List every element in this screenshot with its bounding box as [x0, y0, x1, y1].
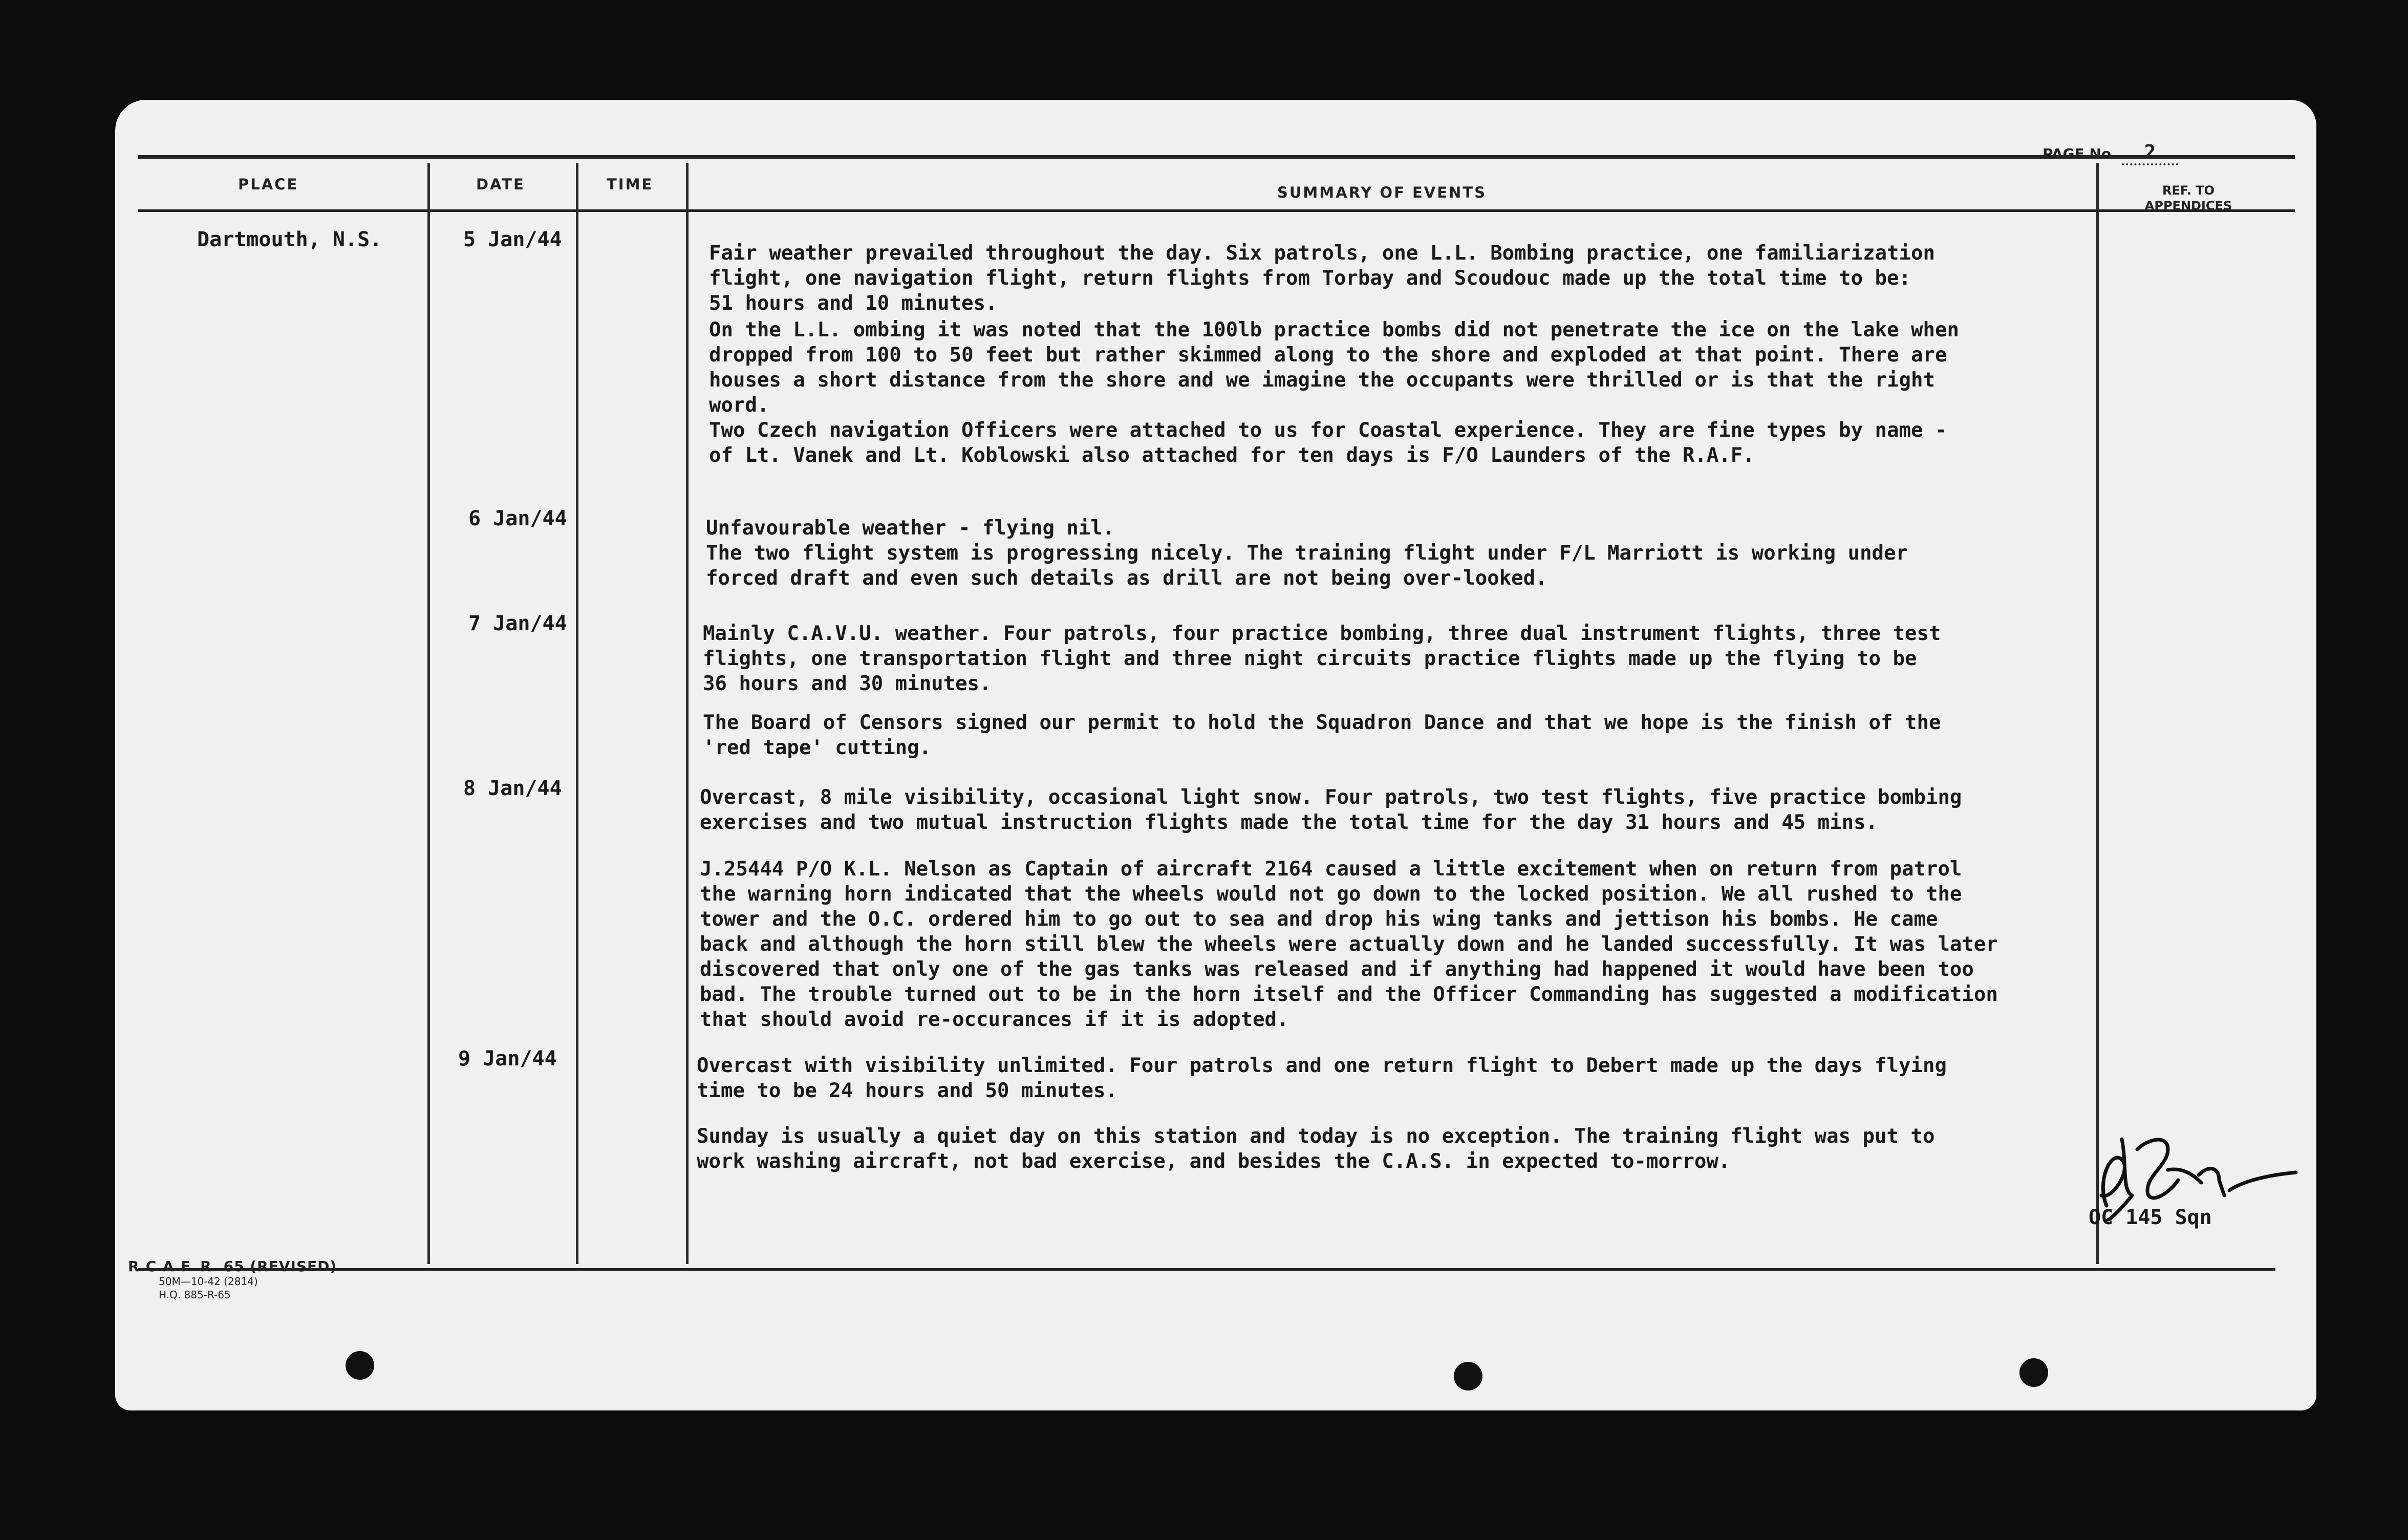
column-header-summary: SUMMARY OF EVENTS: [1277, 184, 1487, 201]
entry-paragraph: [703, 621, 2157, 696]
text-line: Sunday is usually a quiet day on this station and today is no exception. The training flight was put to: [697, 1125, 1935, 1148]
entry-date: 5 Jan/44: [463, 228, 562, 251]
header-rule-top: [138, 155, 2295, 159]
text-line: the warning horn indicated that the wheels would not go down to the locked position. We all rushed to the: [700, 883, 1962, 906]
text-line: Mainly C.A.V.U. weather. Four patrols, four practice bombing, three dual instrument flights, three test: [703, 622, 1941, 645]
text-line: tower and the O.C. ordered him to go out to sea and drop his wing tanks and jettison his bombs. He came: [700, 908, 1938, 931]
entry-date: 8 Jan/44: [463, 777, 562, 800]
entry-paragraph: [706, 516, 2160, 591]
column-divider-place: [427, 163, 430, 1264]
place-entry: Dartmouth, N.S.: [197, 228, 382, 251]
entry-paragraph: [709, 241, 2163, 316]
column-header-place: PLACE: [238, 176, 299, 193]
text-line: flights, one transportation flight and three night circuits practice flights made up the flying to be: [703, 647, 1917, 670]
punch-hole: [1454, 1362, 1482, 1391]
text-line: work washing aircraft, not bad exercise, and besides the C.A.S. in expected to-morrow.: [697, 1150, 1731, 1173]
text-line: exercises and two mutual instruction flights made the total time for the day 31 hours and 45 mins.: [700, 811, 1878, 834]
entry-paragraph: [697, 1124, 2151, 1174]
text-line: bad. The trouble turned out to be in the horn itself and the Officer Commanding has suggested a modification: [700, 983, 1998, 1006]
bottom-rule: [138, 1268, 2275, 1271]
entry-date: 7 Jan/44: [468, 612, 567, 635]
form-footer: R.C.A.F. R. 65 (REVISED) 50M—10-42 (2814) H.Q. 885-R-65: [128, 1258, 337, 1301]
signature-caption: OC 145 Sqn: [2089, 1206, 2212, 1229]
text-line: 36 hours and 30 minutes.: [703, 672, 992, 695]
text-line: flight, one navigation flight, return flights from Torbay and Scoudouc made up the total time to be:: [709, 267, 1911, 290]
text-line: J.25444 P/O K.L. Nelson as Captain of aircraft 2164 caused a little excitement when on return from patrol: [700, 858, 1962, 881]
text-line: The two flight system is progressing nicely. The training flight under F/L Marriott is working under: [706, 542, 1908, 565]
entry-paragraph: [700, 857, 2154, 1032]
column-header-date: DATE: [476, 176, 525, 193]
text-line: time to be 24 hours and 50 minutes.: [697, 1079, 1117, 1102]
entry-paragraph: [697, 1053, 2151, 1103]
column-header-ref: REF. TO APPENDICES: [2144, 183, 2232, 213]
entry-date: 6 Jan/44: [468, 507, 567, 530]
text-line: forced draft and even such details as drill are not being over-looked.: [706, 567, 1547, 590]
header-rule-bottom: [138, 209, 2295, 212]
entry-date: 9 Jan/44: [458, 1047, 557, 1071]
column-header-time: TIME: [607, 176, 654, 193]
column-divider-time: [686, 163, 689, 1264]
text-line: 'red tape' cutting.: [703, 736, 932, 759]
text-line: that should avoid re-occurances if it is adopted.: [700, 1008, 1289, 1031]
entry-paragraph: [703, 710, 2157, 760]
diary-sheet: [115, 100, 2316, 1410]
text-line: dropped from 100 to 50 feet but rather skimmed along to the shore and exploded at that point. There are: [709, 344, 1947, 367]
punch-hole: [2019, 1358, 2048, 1387]
page-number: PAGE No. 2: [2042, 141, 2178, 165]
text-line: word.: [709, 394, 769, 417]
text-line: houses a short distance from the shore and we imagine the occupants were thrilled or is that the right: [709, 369, 1935, 392]
text-line: The Board of Censors signed our permit to hold the Squadron Dance and that we hope is the finish of the: [703, 711, 1941, 734]
text-line: Overcast with visibility unlimited. Four patrols and one return flight to Debert made up the days flying: [697, 1054, 1947, 1077]
text-line: of Lt. Vanek and Lt. Koblowski also attached for ten days is F/O Launders of the R.A.F.: [709, 444, 1755, 467]
text-line: On the L.L. ombing it was noted that the 100lb practice bombs did not penetrate the ice on the lake when: [709, 318, 1959, 341]
text-line: 51 hours and 10 minutes.: [709, 292, 998, 315]
column-divider-date: [576, 163, 578, 1264]
text-line: Fair weather prevailed throughout the day. Six patrols, one L.L. Bombing practice, one familiarization: [709, 242, 1935, 265]
punch-hole: [346, 1351, 374, 1380]
text-line: back and although the horn still blew the wheels were actually down and he landed successfully. It was later: [700, 933, 1998, 956]
text-line: Unfavourable weather - flying nil.: [706, 517, 1115, 540]
text-line: Two Czech navigation Officers were attached to us for Coastal experience. They are fine types by name -: [709, 419, 1947, 442]
entry-paragraph: [700, 785, 2154, 835]
text-line: discovered that only one of the gas tanks was released and if anything had happened it would have been too: [700, 958, 1974, 981]
text-line: Overcast, 8 mile visibility, occasional light snow. Four patrols, two test flights, five practice bombing: [700, 786, 1962, 809]
entry-paragraph: [709, 317, 2163, 468]
